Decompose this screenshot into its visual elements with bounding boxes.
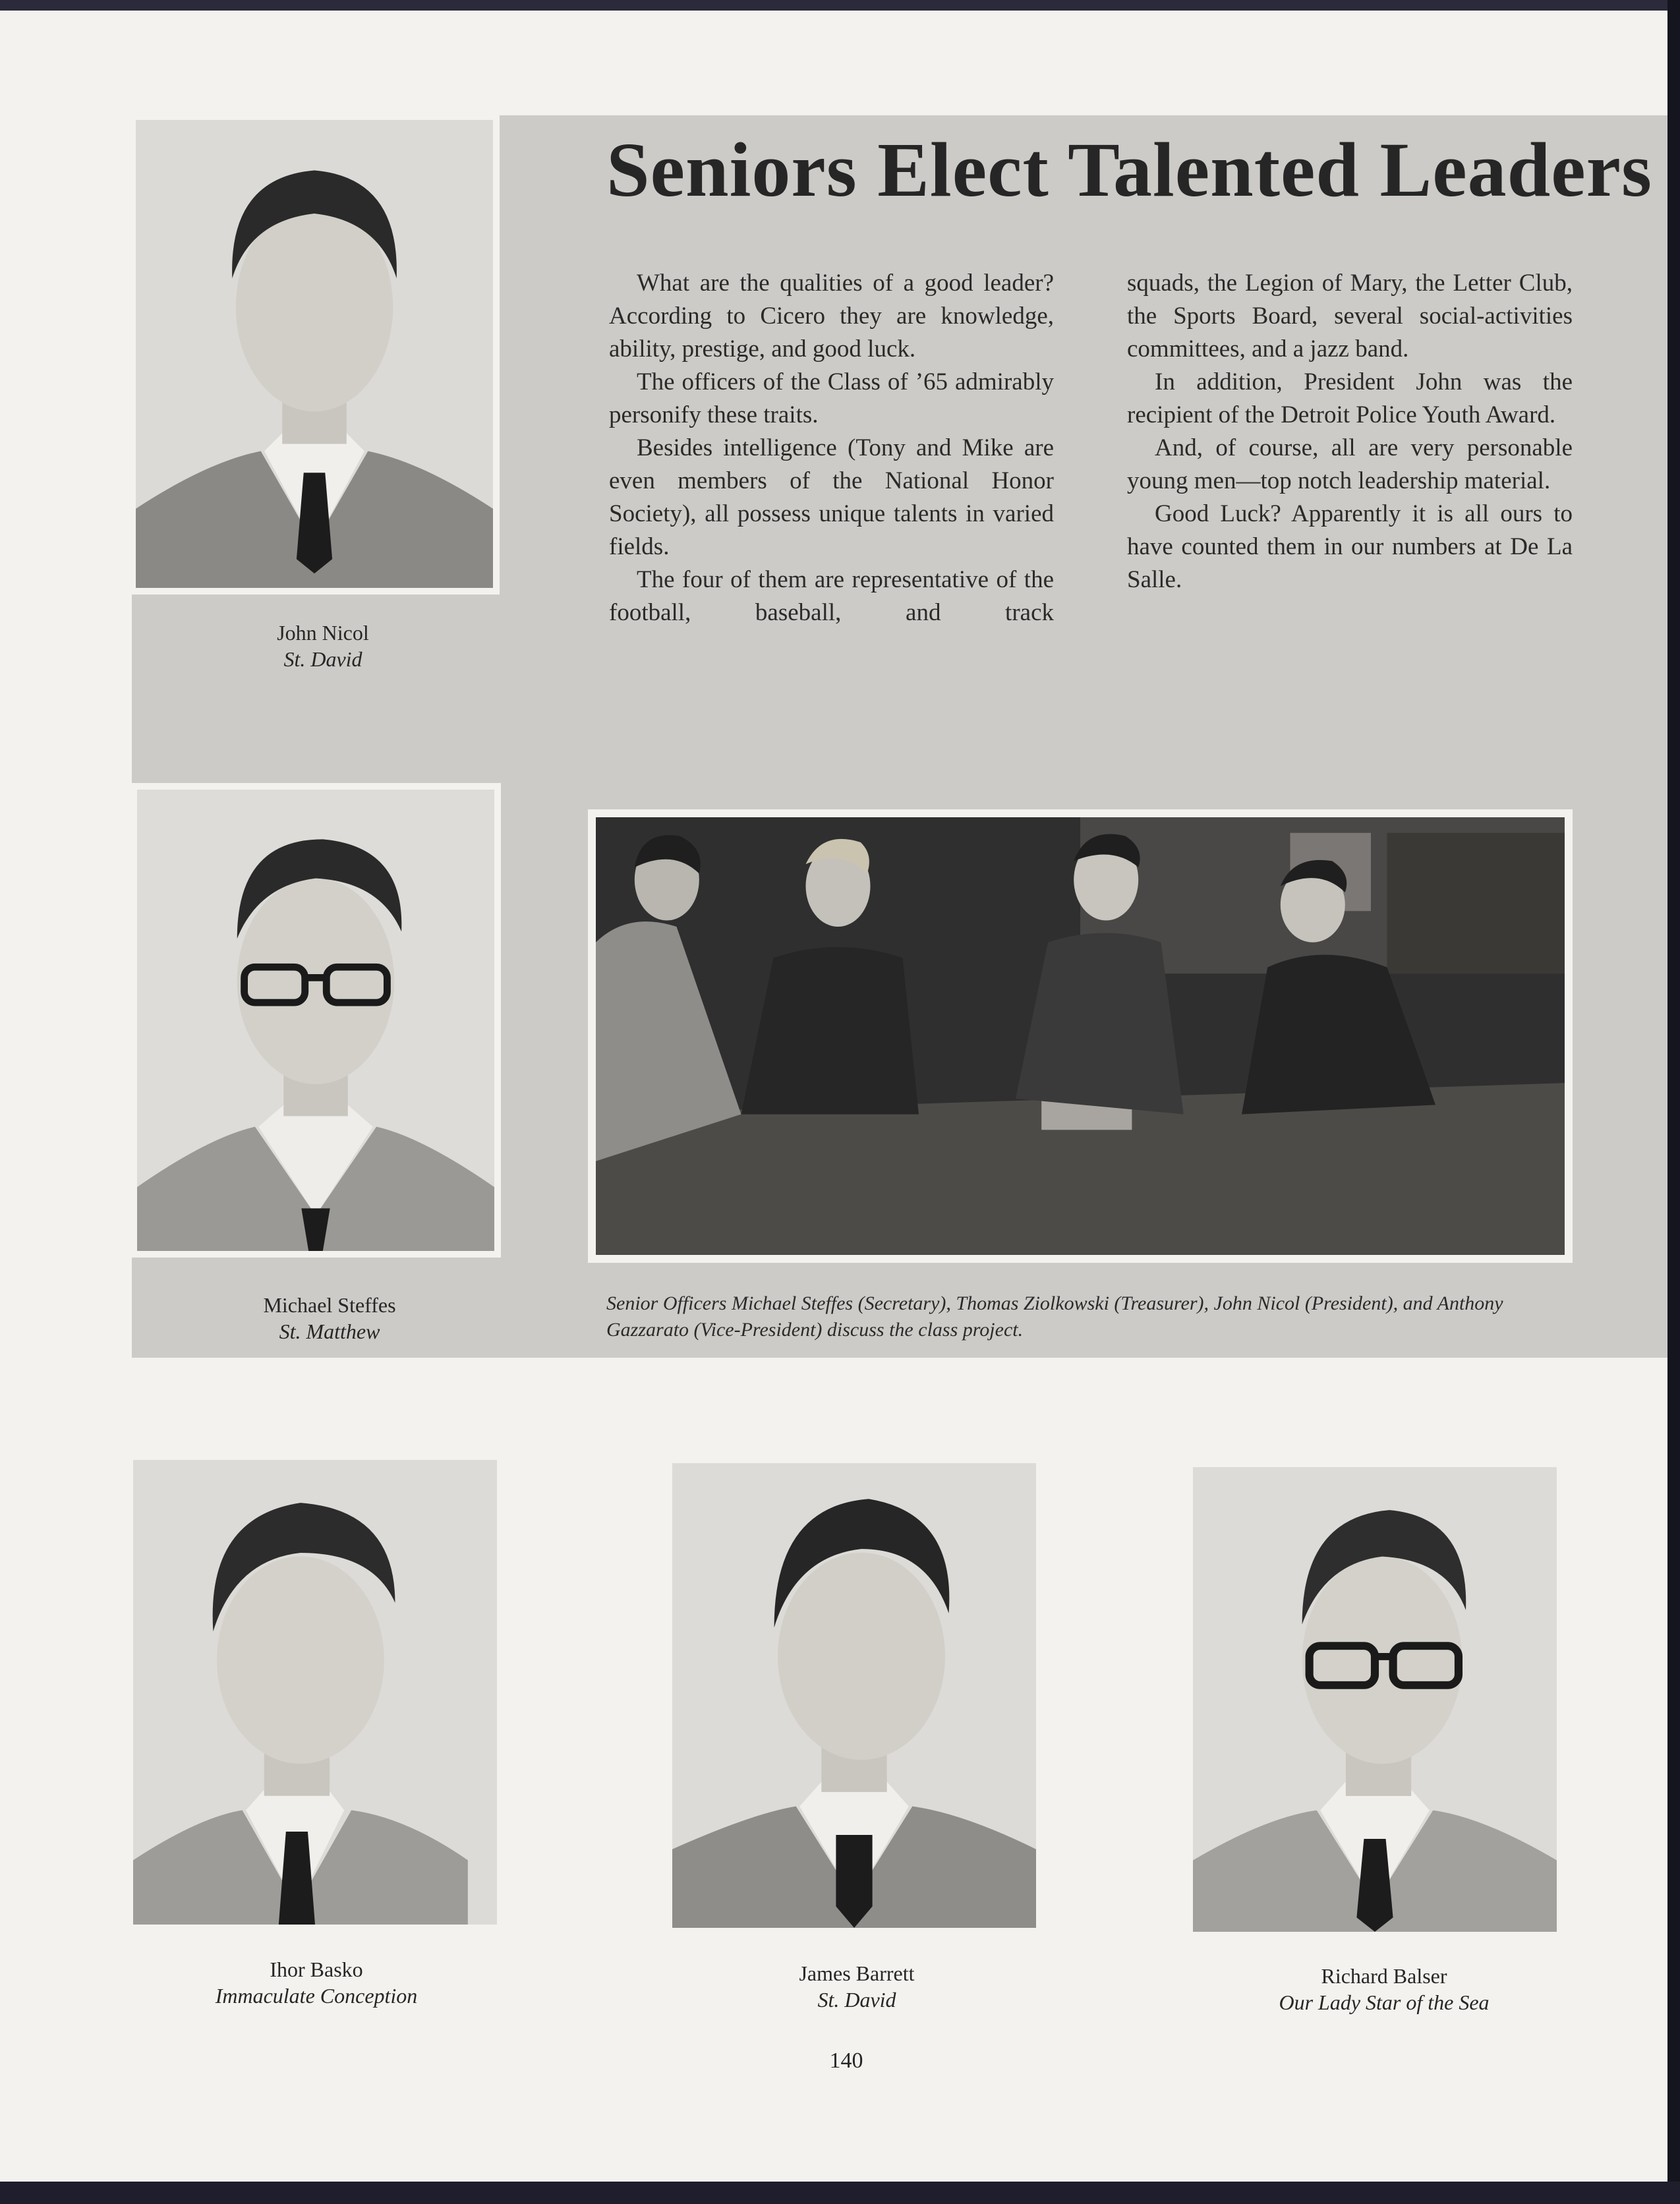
senior-parish: Our Lady Star of the Sea: [1279, 1990, 1490, 2014]
portrait-photo: [129, 113, 500, 594]
article-paragraph: What are the qualities of a good leader? According to Cicero they are knowledge, ability, prestige, and good luck.: [609, 270, 1054, 362]
officer-name: Michael Steffes: [263, 1293, 396, 1317]
senior-name: Ihor Basko: [270, 1958, 363, 1981]
article-paragraph: The officers of the Class of ’65 admirably personify these traits.: [609, 368, 1054, 428]
article-paragraph: Good Luck? Apparently it is all ours to have counted them in our numbers at De La Salle.: [1127, 500, 1573, 593]
senior-parish: St. David: [817, 1988, 896, 2012]
group-photo-caption: Senior Officers Michael Steffes (Secretary), Thomas Ziolkowski (Treasurer), John Nicol (President), and Anthony Gazzarato (Vice-President) discuss the class project.: [606, 1292, 1503, 1341]
officer-name: John Nicol: [277, 621, 369, 645]
article-column-2: [1127, 267, 1573, 596]
article-paragraph: In addition, President John was the recipient of the Detroit Police Youth Award.: [1127, 368, 1573, 428]
senior-name: James Barrett: [799, 1961, 915, 1985]
officer-caption: [198, 1292, 461, 1345]
article-paragraph: Besides intelligence (Tony and Mike are even members of the National Honor Society), all possess unique talents in varied fields.: [609, 434, 1054, 560]
article-paragraph: The four of them are representative of the football, baseball, and track: [609, 566, 1054, 626]
senior-caption: [1206, 1963, 1562, 2016]
senior-parish: Immaculate Conception: [215, 1984, 418, 2008]
senior-caption: [725, 1960, 989, 2013]
officer-parish: St. Matthew: [279, 1320, 380, 1343]
portrait-photo: [130, 783, 501, 1258]
senior-name: Richard Balser: [1321, 1964, 1447, 1988]
scan-border-bottom: [0, 2182, 1680, 2204]
article-column-1: [609, 267, 1054, 629]
page-number: 140: [829, 2048, 863, 2073]
group-photo: [588, 809, 1573, 1263]
senior-caption: [165, 1956, 468, 2009]
officer-parish: St. David: [283, 647, 362, 671]
scan-border-top: [0, 0, 1680, 11]
article-paragraph: squads, the Legion of Mary, the Letter Club, the Sports Board, several social-activities committees, and a jazz band.: [1127, 270, 1573, 362]
officer-caption: [198, 620, 448, 672]
portrait-photo: [133, 1460, 497, 1925]
article-paragraph: And, of course, all are very personable young men—top notch leadership material.: [1127, 434, 1573, 494]
portrait-photo: [1193, 1467, 1557, 1932]
scan-border-right: [1667, 0, 1680, 2204]
portrait-photo: [672, 1463, 1036, 1928]
page-title: Seniors Elect Talented Leaders: [606, 127, 1652, 213]
